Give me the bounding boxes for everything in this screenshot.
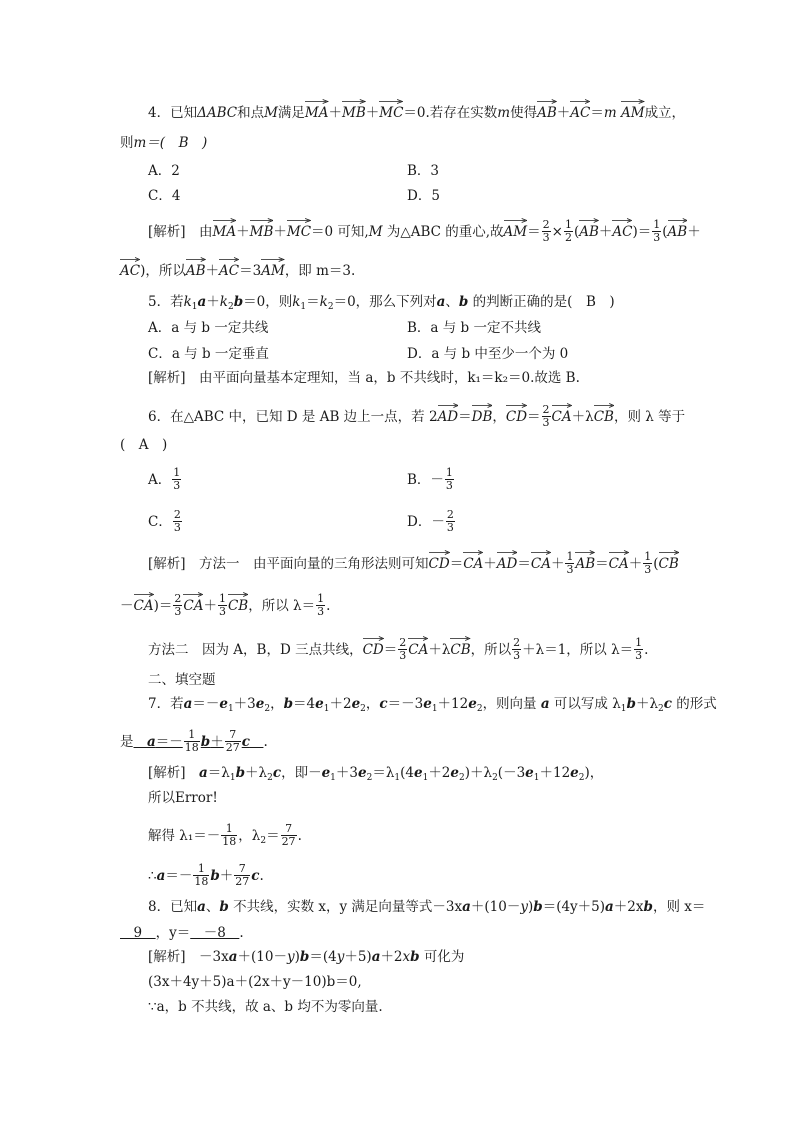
q8-answer-line: 9 ，y＝ －8 . [120,925,244,941]
q4-analysis-line1: [解析] 由 MA＋ MB＋ MC＝0 可知,M 为△ABC 的重心,故 AM＝ $\frac{2}{3}$ × $\frac{1}{2}$ ( AB＋ AC)＝ $\frac{1}{3}$ ( AB＋ [148,218,701,244]
q4-line2: 则m＝( B ) [120,135,208,151]
q8-answer-y: －8 [190,925,240,941]
analysis-tag: [解析] [148,224,186,240]
q6-answer: ( A ) [120,437,168,453]
q4-option-a: A．2 [148,163,180,179]
q6-stem: 6．在△ABC 中，已知 D 是 AB 边上一点，若 2 AD＝ DB， CD＝ $\frac{2}{3}$ CA＋λ CB，则 λ 等于 [148,403,686,429]
q6-analysis-method2: 方法二 因为 A，B，D 三点共线， CD＝ $\frac{2}{3}$ CA＋λ CB，所以 $\frac{2}{3}$ ＋λ＝1，所以 λ＝ $\frac{1}{3}$ . [148,636,649,662]
q4-option-d: D．5 [407,188,440,204]
q6-option-d: D．－ $\frac{2}{3}$ [407,508,454,534]
q7-analysis-line3: 解得 λ₁＝－ $\frac{1}{18}$ ，$\lambda_2=$ $\frac{7}{27}$ . [148,822,302,848]
q4-line1: 4．已知ΔABC和点M满足 MA＋ MB＋ MC＝0.若存在实数m使得 AB＋ AC＝m AM成立， [148,104,685,122]
vector-MB: MB [342,104,366,122]
q6-analysis-line1: [解析] 方法一 由平面向量的三角形法则可知 CD＝ CA＋ AD＝ CA＋ $\frac{1}{3}$ AB＝ CA＋ $\frac{1}{3}$ ( CB [148,550,679,576]
q8-analysis-line3: ∵a，b 不共线，故 a、b 均不为零向量. [148,999,383,1015]
q6-analysis-line2: － CA)＝ $\frac{2}{3}$ CA＋ $\frac{1}{3}$ CB，所以 λ＝ $\frac{1}{3}$ . [120,592,331,618]
q5-option-a: A．a 与 b 一定共线 [148,320,269,336]
q6-option-c: C． $\frac{2}{3}$ [148,508,181,534]
q7-analysis-line2: 所以Error! [148,790,218,806]
q8-stem: 8．已知a、b 不共线，实数 x，y 满足向量等式－3xa＋(10－y)b＝(4y＋5)a＋2xb，则 x＝ [148,899,706,915]
q5-analysis: [解析] 由平面向量基本定理知，当 a，b 不共线时，k₁＝k₂＝0.故选 B. [148,370,580,386]
q5-option-c: C．a 与 b 一定垂直 [148,346,269,362]
q5-option-b: B．a 与 b 一定不共线 [407,320,541,336]
vector-MC: MC [379,104,403,122]
q5-option-d: D．a 与 b 中至少一个为 0 [407,346,569,362]
q4-analysis-line2: AC)，所以 AB＋ AC＝3 AM，即 m＝3. [120,262,355,280]
vector-AC: AC [570,104,590,122]
q5-stem: 5．若$k_1a+k_2b=0$，则$k_1=k_2=0$，那么下列对a、b 的判断正确的是( B ) [148,294,615,312]
q6-option-b: B．－ $\frac{1}{3}$ [407,466,453,492]
q7-answer-blank: a＝－ $\frac{1}{18}$ b＋ $\frac{7}{27}$ c [147,728,250,754]
vector-AB: AB [537,104,557,122]
q7-analysis-line1: [解析] $a=\lambda_1b+\lambda_2c$，即$-e_1+3e_2=\lambda_1(4e_1+2e_2)+\lambda_2(-3e_1+12e_2)$， [148,765,604,783]
vector-AM: AM [621,104,645,122]
q8-answer-x: 9 [120,925,156,941]
q7-stem: 7．若$a=-e_1+3e_2$，$b=4e_1+2e_2$，$c=-3e_1+12e_2$，则向量 a 可以写成 $\lambda_1b+\lambda_2c$ 的形式 [148,696,717,714]
q6-option-a: A． $\frac{1}{3}$ [148,466,181,492]
vector-MA: MA [305,104,329,122]
q7-analysis-line4: ∴a＝－ $\frac{1}{18}$ b＋ $\frac{7}{27}$ c. [148,862,264,888]
section-title: 二、填空题 [148,672,216,688]
q7-answer-line: 是 a＝－ $\frac{1}{18}$ b＋ $\frac{7}{27}$ c . [120,728,268,754]
q8-analysis-line2: (3x＋4y＋5)a＋(2x＋y－10)b＝0, [148,974,362,990]
q8-analysis-line1: [解析] －3xa＋(10－y)b＝(4y＋5)a＋2xb 可化为 [148,949,465,965]
q4-option-c: C．4 [148,188,181,204]
q4-option-b: B．3 [407,163,440,179]
